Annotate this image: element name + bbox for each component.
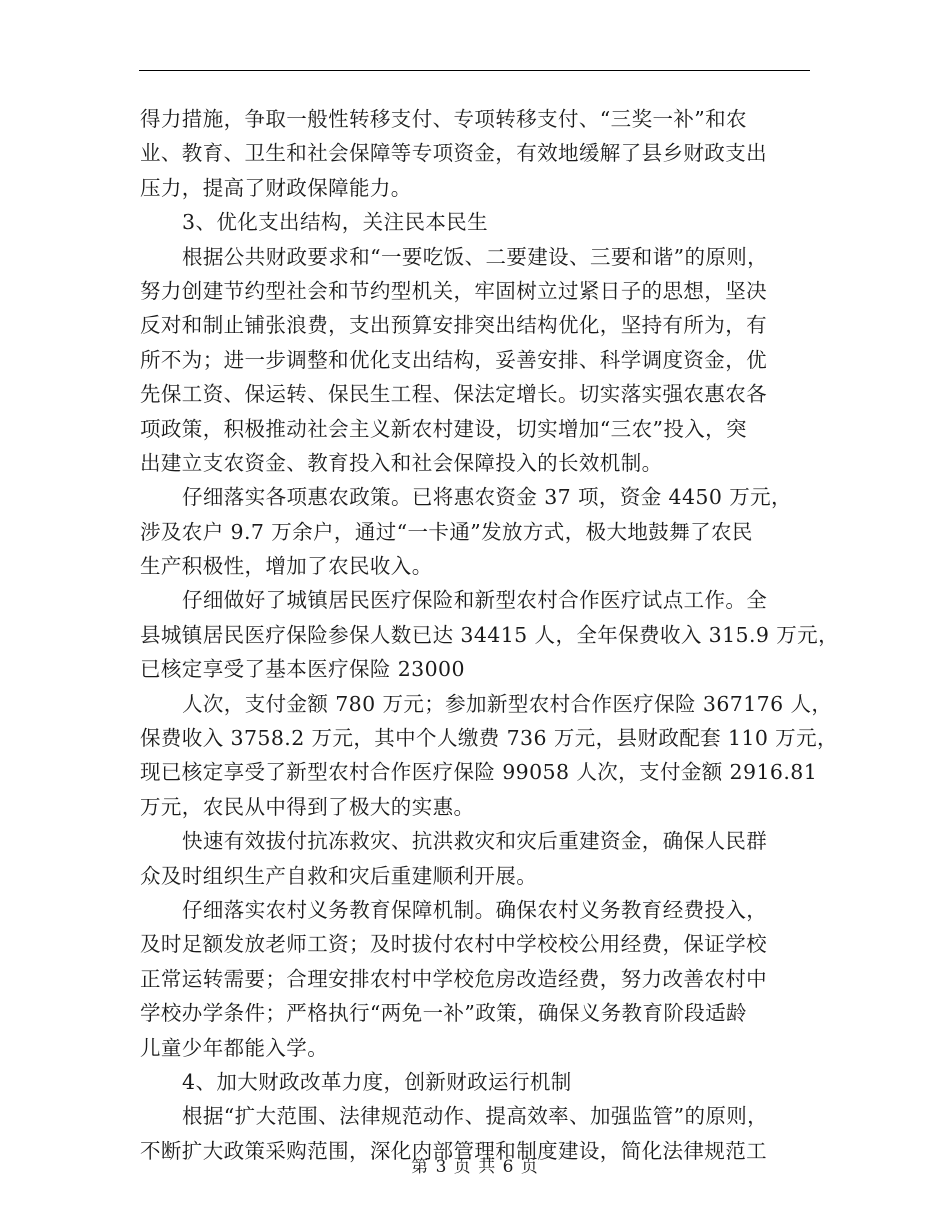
text-line: 压力，提高了财政保障能力。 <box>140 175 412 200</box>
text-line: 仔细做好了城镇居民医疗保险和新型农村合作医疗试点工作。全 <box>182 588 768 613</box>
text-line: 人次，支付金额 780 万元；参加新型农村合作医疗保险 367176 人， <box>182 691 833 716</box>
text-line: 努力创建节约型社会和节约型机关，牢固树立过紧日子的思想，坚决 <box>140 278 767 303</box>
document-body <box>140 102 839 1168</box>
text-line: 业、教育、卫生和社会保障等专项资金，有效地缓解了县乡财政支出 <box>140 141 767 166</box>
text-line: 万元，农民从中得到了极大的实惠。 <box>140 794 475 819</box>
text-line: 已核定享受了基本医疗保险 23000 <box>140 657 465 682</box>
text-line: 出建立支农资金、教育投入和社会保障投入的长效机制。 <box>140 450 663 475</box>
text-line: 所不为；进一步调整和优化支出结构，妥善安排、科学调度资金，优 <box>140 347 767 372</box>
text-line: 先保工资、保运转、保民生工程、保法定增长。切实落实强农惠农各 <box>140 382 767 407</box>
text-line: 快速有效拔付抗冻救灾、抗洪救灾和灾后重建资金，确保人民群 <box>182 829 768 854</box>
text-line: 3、优化支出结构，关注民本民生 <box>182 210 489 235</box>
text-line: 不断扩大政策采购范围，深化内部管理和制度建设，简化法律规范工 <box>140 1138 767 1163</box>
text-line: 儿童少年都能入学。 <box>140 1035 329 1060</box>
text-line: 县城镇居民医疗保险参保人数已达 34415 人，全年保费收入 315.9 万元， <box>140 622 839 647</box>
text-line: 仔细落实各项惠农政策。已将惠农资金 37 项，资金 4450 万元， <box>182 485 792 510</box>
text-line: 及时足额发放老师工资；及时拔付农村中学校校公用经费，保证学校 <box>140 932 767 957</box>
text-line: 保费收入 3758.2 万元，其中个人缴费 736 万元，县财政配套 110 万元， <box>140 726 838 751</box>
text-line: 生产积极性，增加了农民收入。 <box>140 554 433 579</box>
text-line: 4、加大财政改革力度，创新财政运行机制 <box>182 1069 572 1094</box>
text-line: 反对和制止铺张浪费，支出预算安排突出结构优化，坚持有所为，有 <box>140 313 767 338</box>
text-line: 学校办学条件；严格执行“两免一补”政策，确保义务教育阶段适龄 <box>140 1001 747 1026</box>
text-line: 根据公共财政要求和“一要吃饭、二要建设、三要和谐”的原则， <box>182 244 769 269</box>
page-footer: 第 3 页 共 6 页 <box>411 1157 539 1177</box>
text-line: 项政策，积极推动社会主义新农村建设，切实增加“三农”投入，突 <box>140 416 747 441</box>
text-line: 现已核定享受了新型农村合作医疗保险 99058 人次，支付金额 2916.81 <box>140 760 818 785</box>
header-rule <box>139 70 810 71</box>
text-line: 众及时组织生产自救和灾后重建顺利开展。 <box>140 863 538 888</box>
text-line: 正常运转需要；合理安排农村中学校危房改造经费，努力改善农村中 <box>140 966 767 991</box>
text-line: 得力措施，争取一般性转移支付、专项转移支付、“三奖一补”和农 <box>140 107 747 131</box>
text-line: 仔细落实农村义务教育保障机制。确保农村义务教育经费投入， <box>182 897 768 922</box>
text-line: 涉及农户 9.7 万余户，通过“一卡通”发放方式，极大地鼓舞了农民 <box>140 519 753 544</box>
text-line: 根据“扩大范围、法律规范动作、提高效率、加强监管”的原则， <box>182 1104 769 1129</box>
